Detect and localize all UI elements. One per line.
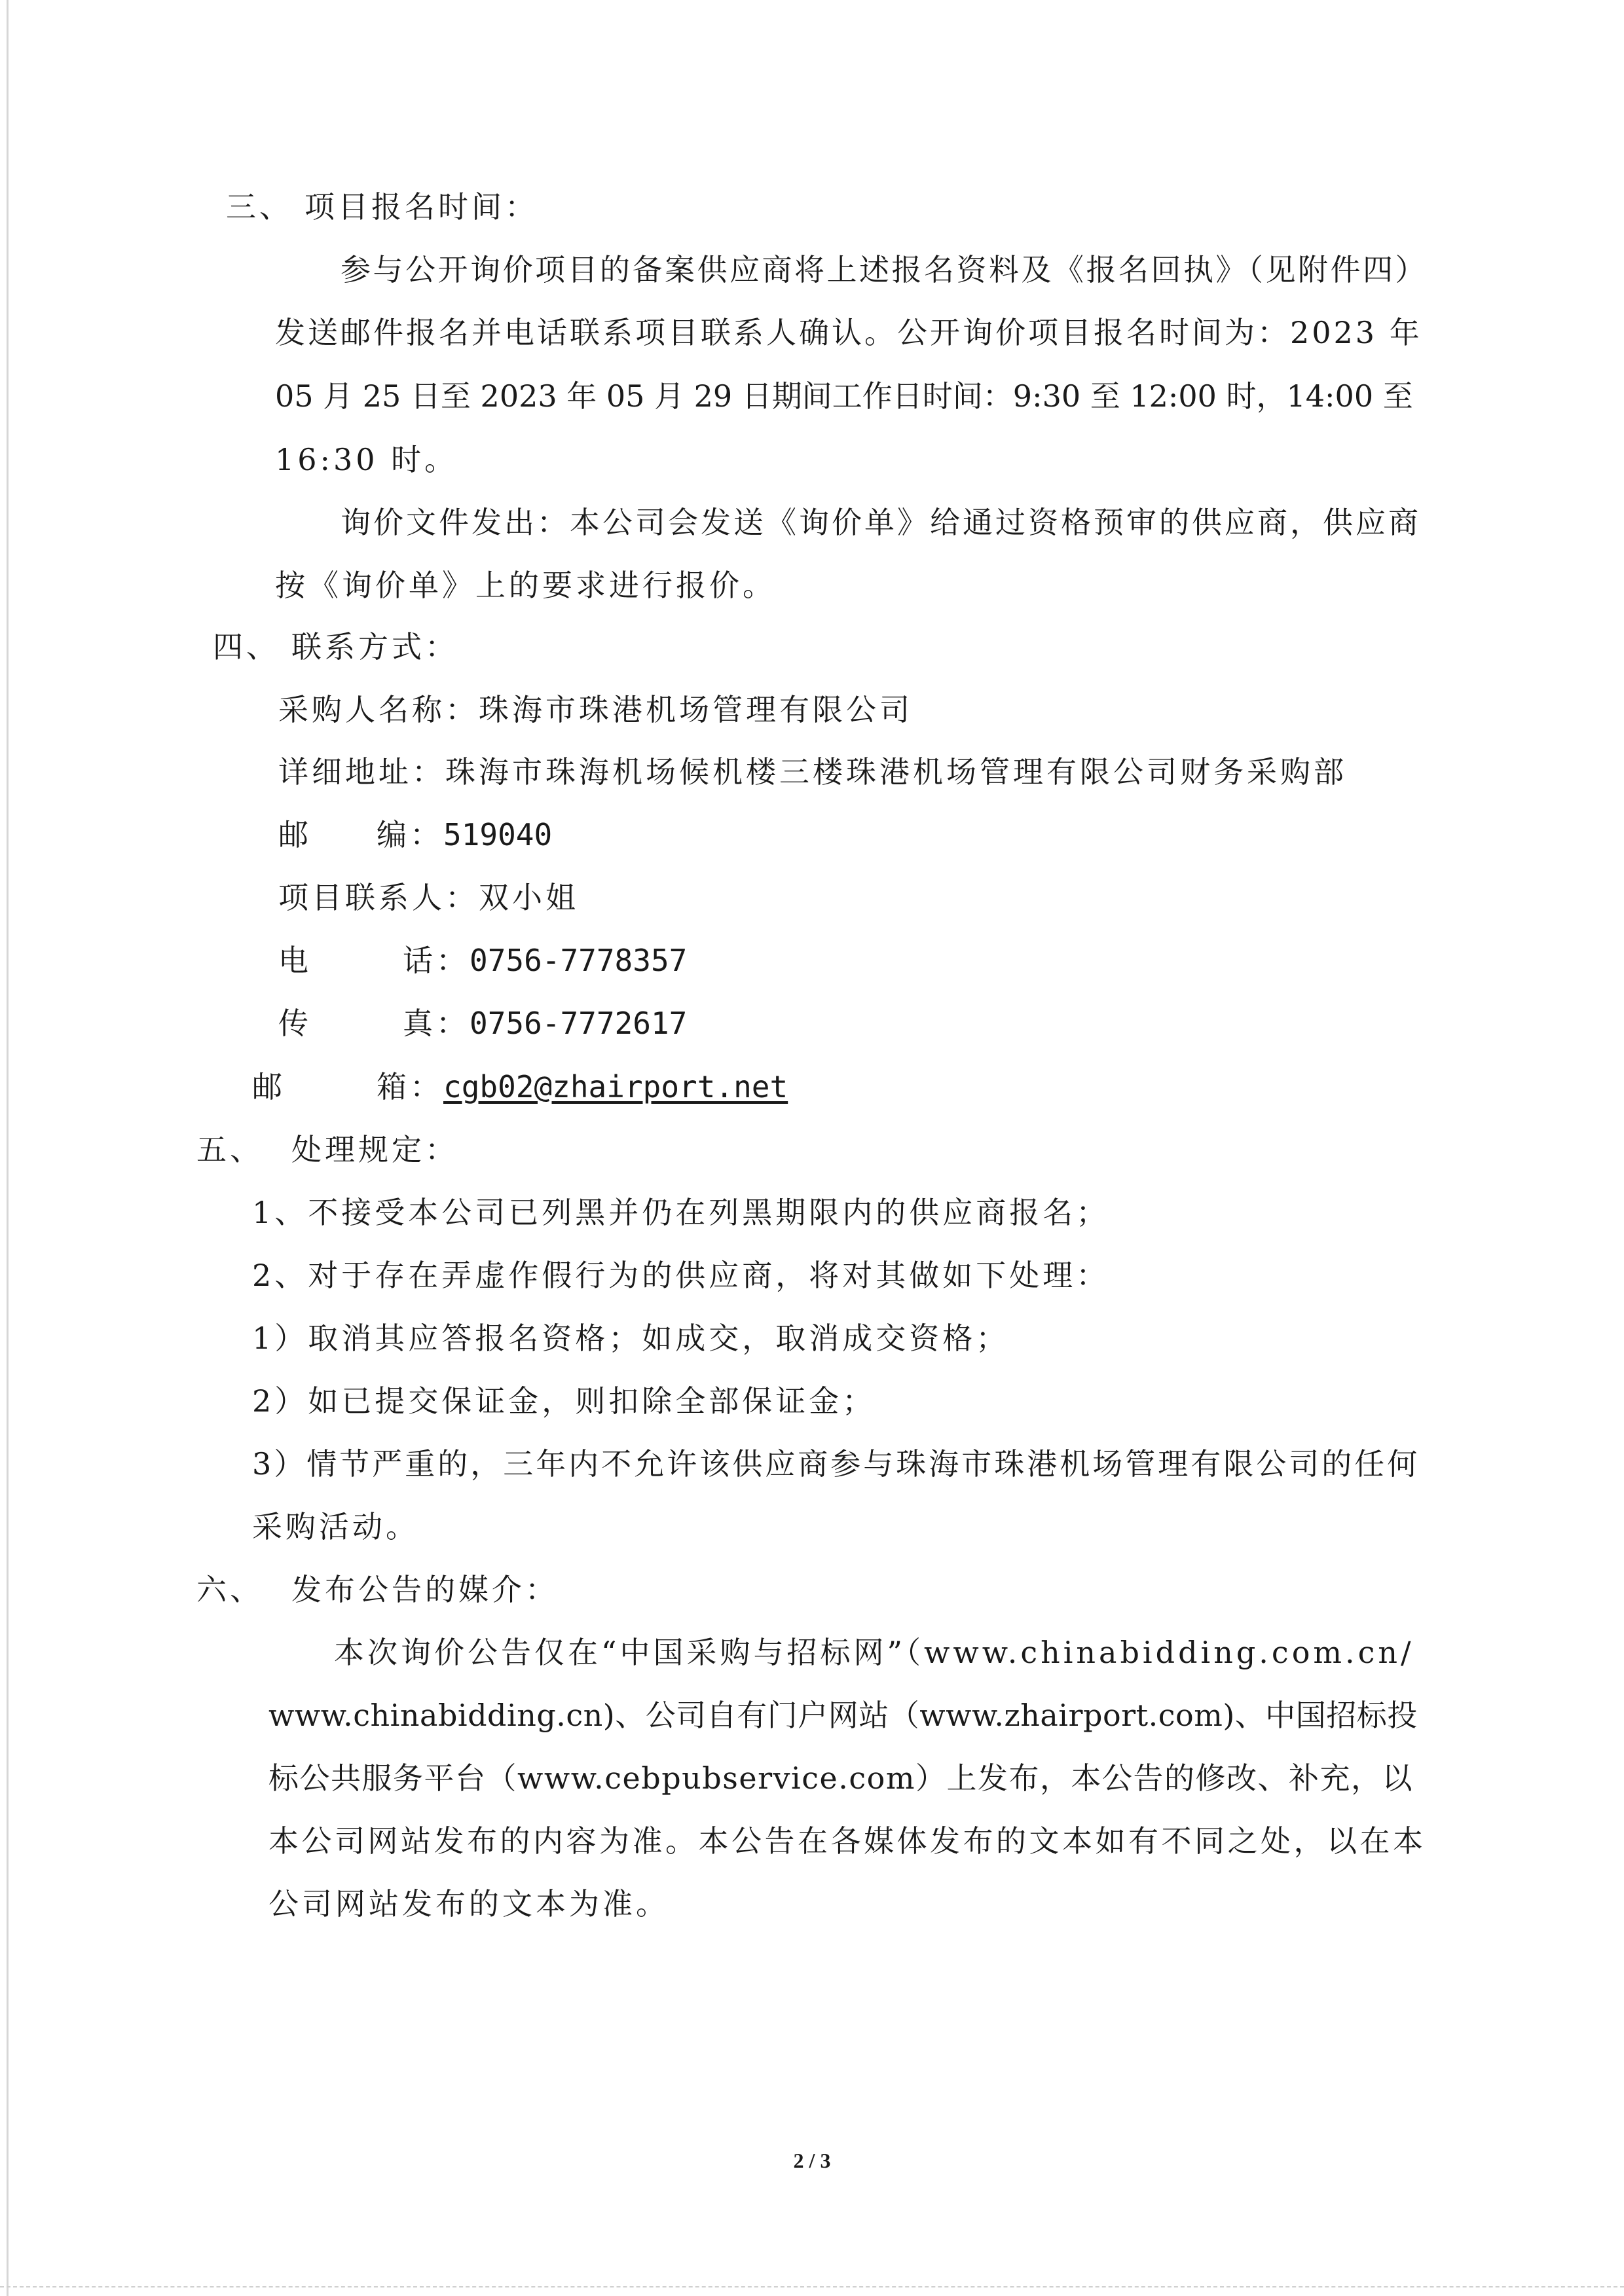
buyer-name-label: 采购人名称：: [278, 692, 479, 727]
section-5-title: 处理规定：: [291, 1132, 458, 1167]
section-3-para1-line2: 发送邮件报名并电话联系项目联系人确认。公开询价项目报名时间为：2023 年: [275, 315, 1422, 350]
section-3-para1-line1: 参与公开询价项目的备案供应商将上述报名资料及《报名回执》（见附件四）: [341, 252, 1428, 287]
section-5-number: 五、: [196, 1132, 263, 1167]
section-6-line2: www.chinabidding.cn)、公司自有门户网站（www.zhairport.com)、中国招标投: [268, 1698, 1418, 1733]
fax-value: 0756-7772617: [470, 1006, 688, 1041]
section-6-line4: 本公司网站发布的内容为准。本公告在各媒体发布的文本如有不同之处，以在本: [268, 1823, 1426, 1859]
section-3-para2-line2: 按《询价单》上的要求进行报价。: [275, 568, 776, 603]
fax-label-part1: 传: [278, 1006, 312, 1041]
buyer-name-value: 珠海市珠港机场管理有限公司: [479, 692, 913, 727]
buyer-name-row: [278, 690, 913, 729]
contact-value: 双小姐: [479, 880, 579, 915]
contact-row: [278, 878, 579, 917]
section-6-line3: 标公共服务平台（www.cebpubservice.com）上发布，本公告的修改、补充，以: [268, 1760, 1413, 1796]
section-4-title: 联系方式：: [291, 629, 458, 665]
rule-item-2-3-cont: 采购活动。: [252, 1509, 419, 1544]
scan-bottom-edge: [0, 2286, 1624, 2289]
phone-row: [403, 941, 687, 980]
email-link[interactable]: cgb02@zhairport.net: [443, 1069, 788, 1104]
rule-item-2-3: 3）情节严重的，三年内不允许该供应商参与珠海市珠港机场管理有限公司的任何: [252, 1446, 1420, 1482]
phone-value: 0756-7778357: [470, 943, 688, 978]
section-3-number: 三、: [226, 189, 293, 225]
section-6-line5: 公司网站发布的文本为准。: [268, 1886, 669, 1922]
section-6-number: 六、: [196, 1572, 263, 1607]
rule-item-2-2: 2）如已提交保证金，则扣除全部保证金；: [252, 1383, 876, 1419]
email-label-part1: 邮: [252, 1069, 286, 1104]
phone-label-part2: 话：: [403, 943, 470, 978]
postcode-value: 519040: [443, 817, 553, 852]
section-3-para1-line4: 16:30 时。: [275, 442, 458, 477]
fax-label-part2: 真：: [403, 1006, 470, 1041]
section-3-para2-line1: 询价文件发出：本公司会发送《询价单》给通过资格预审的供应商，供应商: [341, 505, 1421, 540]
section-3-para1-line3: 05 月 25 日至 2023 年 05 月 29 日期间工作日时间：9:30 至 12:00 时，14:00 至: [275, 378, 1413, 414]
postcode-label-part2: 编：: [377, 817, 443, 852]
email-row: [377, 1067, 788, 1106]
page-number: 2 / 3: [793, 2149, 831, 2172]
postcode-label-part1: 邮: [278, 817, 312, 852]
address-label: 详细地址：: [278, 754, 445, 790]
rule-item-2: 2、对于存在弄虚作假行为的供应商，将对其做如下处理：: [252, 1258, 1110, 1293]
address-row: [278, 752, 1347, 792]
section-4-number: 四、: [213, 629, 280, 665]
contact-label: 项目联系人：: [278, 880, 479, 915]
rule-item-2-1: 1）取消其应答报名资格；如成交，取消成交资格；: [252, 1321, 1010, 1356]
section-6-title: 发布公告的媒介：: [291, 1572, 559, 1607]
rule-item-1: 1、不接受本公司已列黑并仍在列黑期限内的供应商报名；: [252, 1195, 1110, 1230]
section-6-line1: 本次询价公告仅在“中国采购与招标网”（www.chinabidding.com.cn/: [334, 1635, 1414, 1670]
phone-label-part1: 电: [278, 943, 312, 978]
fax-row: [403, 1004, 687, 1043]
email-label-part2: 箱：: [377, 1069, 443, 1104]
scan-left-edge: [7, 0, 9, 2296]
postcode-row: [377, 815, 552, 854]
section-3-title: 项目报名时间：: [304, 189, 538, 225]
address-value: 珠海市珠海机场候机楼三楼珠港机场管理有限公司财务采购部: [445, 754, 1347, 790]
